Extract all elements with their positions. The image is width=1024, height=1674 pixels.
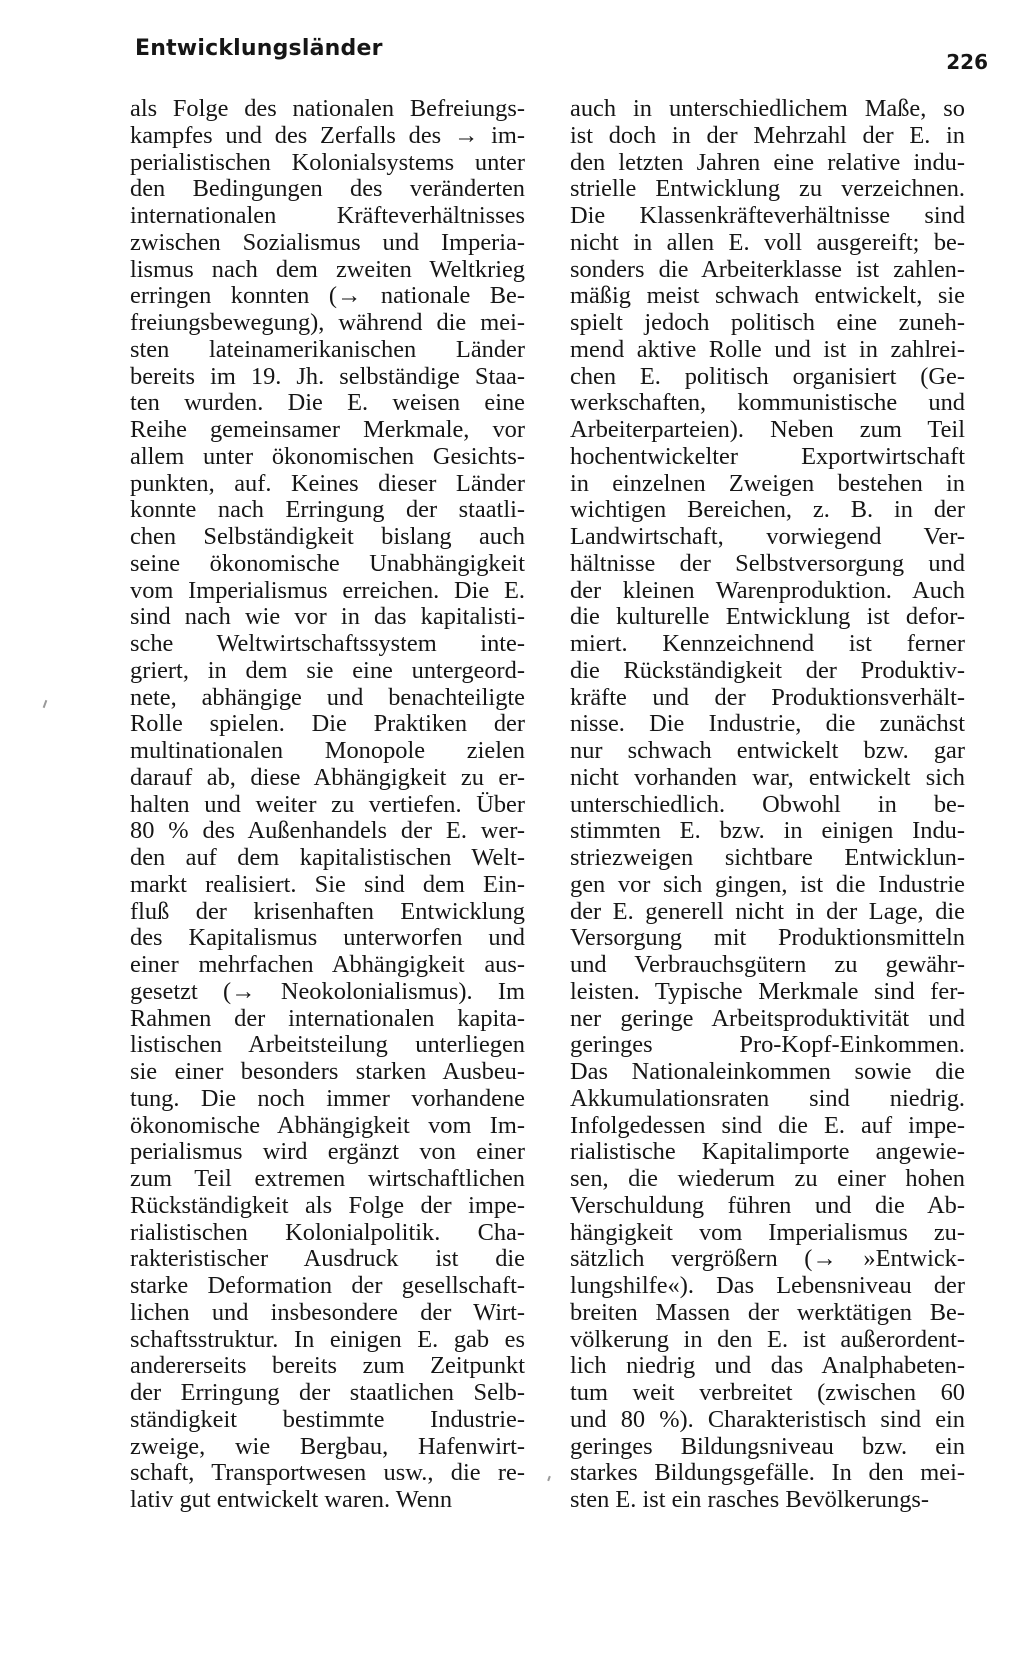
text-line: strielle Entwicklung zu verzeichnen. <box>570 175 965 203</box>
text-line: mend aktive Rolle und ist in zahlrei- <box>570 335 965 363</box>
text-line: den letzten Jahren eine relative indu- <box>570 148 965 176</box>
text-line: bereits im 19. Jh. selbständige Staa- <box>130 362 525 390</box>
text-line: spielt jedoch politisch eine zuneh- <box>570 309 965 336</box>
text-line: hältnisse der Selbstversorgung und <box>570 549 965 577</box>
text-line: listischen Arbeitsteilung unterliegen <box>130 1031 525 1059</box>
text-line: hängigkeit vom Imperialismus zu- <box>570 1218 965 1246</box>
text-line: rialistische Kapitalimporte angewie- <box>570 1138 965 1166</box>
text-line: als Folge des nationalen Befreiungs- <box>130 95 525 122</box>
text-line: mäßig meist schwach entwickelt, sie <box>570 282 965 310</box>
page-header-title: Entwicklungsländer <box>135 36 383 61</box>
text-line: ökonomische Abhängigkeit vom Im- <box>130 1111 525 1139</box>
text-line: lismus nach dem zweiten Weltkrieg <box>130 255 525 283</box>
text-line: die kulturelle Entwicklung ist defor- <box>570 603 965 631</box>
text-line: der kleinen Warenproduktion. Auch <box>570 576 965 604</box>
text-line: völkerung in den E. ist außerordent- <box>570 1325 965 1353</box>
text-line: zum Teil extremen wirtschaftlichen <box>130 1165 525 1192</box>
text-line: des Kapitalismus unterworfen und <box>130 924 525 952</box>
text-line: sind nach wie vor in das kapitalisti- <box>130 603 525 631</box>
text-line: halten und weiter zu vertiefen. Über <box>130 790 525 818</box>
text-column-left <box>130 96 525 1514</box>
text-line: unterschiedlich. Obwohl in be- <box>570 790 965 818</box>
text-line: perialismus wird ergänzt von einer <box>130 1138 525 1166</box>
text-line: und 80 %). Charakteristisch sind ein <box>570 1405 965 1433</box>
text-line: schaftsstruktur. In einigen E. gab es <box>130 1325 525 1353</box>
text-line: geringes Pro-Kopf-Einkommen. <box>570 1031 965 1059</box>
text-line: rakteristischer Ausdruck ist die <box>130 1245 525 1273</box>
text-line: 80 % des Außenhandels der E. wer- <box>130 817 525 845</box>
text-line: zweige, wie Bergbau, Hafenwirt- <box>130 1432 525 1460</box>
text-line: hochentwickelter Exportwirtschaft <box>570 442 965 470</box>
text-line: multinationalen Monopole zielen <box>130 737 525 764</box>
text-line: erringen konnten (→ nationale Be- <box>130 282 525 310</box>
text-line: striezweigen sichtbare Entwicklun- <box>570 844 965 871</box>
scan-speck <box>547 1476 551 1481</box>
text-line: ten wurden. Die E. weisen eine <box>130 389 525 417</box>
text-line: einer mehrfachen Abhängigkeit aus- <box>130 951 525 978</box>
text-line: freiungsbewegung), während die mei- <box>130 309 525 336</box>
text-line: tum weit verbreitet (zwischen 60 <box>570 1379 965 1406</box>
text-line: werkschaften, kommunistische und <box>570 389 965 417</box>
text-line: ist doch in der Mehrzahl der E. in <box>570 121 965 149</box>
text-line: tung. Die noch immer vorhandene <box>130 1084 525 1112</box>
text-line: sätzlich vergrößern (→ »Entwick- <box>570 1245 965 1273</box>
text-line: Versorgung mit Produktionsmitteln <box>570 924 965 952</box>
text-line: Reihe gemeinsamer Merkmale, vor <box>130 416 525 443</box>
text-line: Verschuldung führen und die Ab- <box>570 1191 965 1219</box>
text-line: sten E. ist ein rasches Bevölkerungs- <box>570 1486 929 1513</box>
text-line: lich niedrig und das Analphabeten- <box>570 1352 965 1380</box>
text-line: sie einer besonders starken Ausbeu- <box>130 1058 525 1085</box>
text-line: Das Nationaleinkommen sowie die <box>570 1058 965 1085</box>
text-line: ständigkeit bestimmte Industrie- <box>130 1405 525 1433</box>
text-line: auch in unterschiedlichem Maße, so <box>570 95 965 122</box>
page-number: 226 <box>946 50 988 74</box>
text-line: nicht vorhanden war, entwickelt sich <box>570 763 965 791</box>
text-line: nur schwach entwickelt bzw. gar <box>570 737 965 764</box>
scan-speck <box>43 700 48 708</box>
text-line: sche Weltwirtschaftssystem inte- <box>130 630 525 657</box>
text-line: kräfte und der Produktionsverhält- <box>570 683 965 711</box>
text-line: sten lateinamerikanischen Länder <box>130 335 525 363</box>
text-line: nicht in allen E. voll ausgereift; be- <box>570 228 965 256</box>
text-line: Rahmen der internationalen kapita- <box>130 1004 525 1032</box>
text-line: lichen und insbesondere der Wirt- <box>130 1298 525 1326</box>
text-line: den Bedingungen des veränderten <box>130 175 525 203</box>
text-line: seine ökonomische Unabhängigkeit <box>130 549 525 577</box>
text-line: gen vor sich gingen, ist die Industrie <box>570 870 965 898</box>
text-line: leisten. Typische Merkmale sind fer- <box>570 977 965 1005</box>
text-line: rialistischen Kolonialpolitik. Cha- <box>130 1218 525 1246</box>
text-line: fluß der krisenhaften Entwicklung <box>130 897 525 925</box>
text-line: Rückständigkeit als Folge der impe- <box>130 1191 525 1219</box>
text-line: perialistischen Kolonialsystems unter <box>130 148 525 176</box>
text-line: miert. Kennzeichnend ist ferner <box>570 630 965 657</box>
text-line: nisse. Die Industrie, die zunächst <box>570 710 965 738</box>
text-line: ner geringe Arbeitsproduktivität und <box>570 1004 965 1032</box>
text-line: lungshilfe«). Das Lebensniveau der <box>570 1272 965 1299</box>
text-line: starkes Bildungsgefälle. In den mei- <box>570 1459 965 1487</box>
text-line: markt realisiert. Sie sind dem Ein- <box>130 870 525 898</box>
text-line: stimmten E. bzw. in einigen Indu- <box>570 817 965 845</box>
text-line: schaft, Transportwesen usw., die re- <box>130 1459 525 1487</box>
text-line: nete, abhängige und benachteiligte <box>130 683 525 711</box>
text-line: wichtigen Bereichen, z. B. in der <box>570 496 965 524</box>
text-line: sen, die wiederum zu einer hohen <box>570 1165 965 1192</box>
text-line: breiten Massen der werktätigen Be- <box>570 1298 965 1326</box>
text-line: andererseits bereits zum Zeitpunkt <box>130 1352 525 1380</box>
text-line: geringes Bildungsniveau bzw. ein <box>570 1432 965 1460</box>
text-line: sonders die Arbeiterklasse ist zahlen- <box>570 255 965 283</box>
text-line: die Rückständigkeit der Produktiv- <box>570 656 965 684</box>
text-line: der E. generell nicht in der Lage, die <box>570 897 965 925</box>
text-line: lativ gut entwickelt waren. Wenn <box>130 1486 453 1513</box>
text-line: Landwirtschaft, vorwiegend Ver- <box>570 523 965 550</box>
text-line: in einzelnen Zweigen bestehen in <box>570 469 965 497</box>
text-line: vom Imperialismus erreichen. Die E. <box>130 576 525 604</box>
text-line: Rolle spielen. Die Praktiken der <box>130 710 525 738</box>
text-line: Akkumulationsraten sind niedrig. <box>570 1084 965 1112</box>
text-line: Arbeiterparteien). Neben zum Teil <box>570 416 965 443</box>
text-line: internationalen Kräfteverhältnisses <box>130 202 525 229</box>
text-line: griert, in dem sie eine untergeord- <box>130 656 525 684</box>
text-line: starke Deformation der gesellschaft- <box>130 1272 525 1299</box>
text-line: gesetzt (→ Neokolonialismus). Im <box>130 977 525 1005</box>
text-column-right <box>570 96 965 1514</box>
text-line: der Erringung der staatlichen Selb- <box>130 1379 525 1406</box>
text-line: allem unter ökonomischen Gesichts- <box>130 442 525 470</box>
text-line: Die Klassenkräfteverhältnisse sind <box>570 202 965 229</box>
text-line: den auf dem kapitalistischen Welt- <box>130 844 525 871</box>
text-line: und Verbrauchsgütern zu gewähr- <box>570 951 965 978</box>
text-line: chen E. politisch organisiert (Ge- <box>570 362 965 390</box>
text-line: punkten, auf. Keines dieser Länder <box>130 469 525 497</box>
text-line: zwischen Sozialismus und Imperia- <box>130 228 525 256</box>
text-line: Infolgedessen sind die E. auf impe- <box>570 1111 965 1139</box>
text-line: chen Selbständigkeit bislang auch <box>130 523 525 550</box>
text-line: konnte nach Erringung der staatli- <box>130 496 525 524</box>
text-line: kampfes und des Zerfalls des → im- <box>130 121 525 149</box>
text-line: darauf ab, diese Abhängigkeit zu er- <box>130 763 525 791</box>
